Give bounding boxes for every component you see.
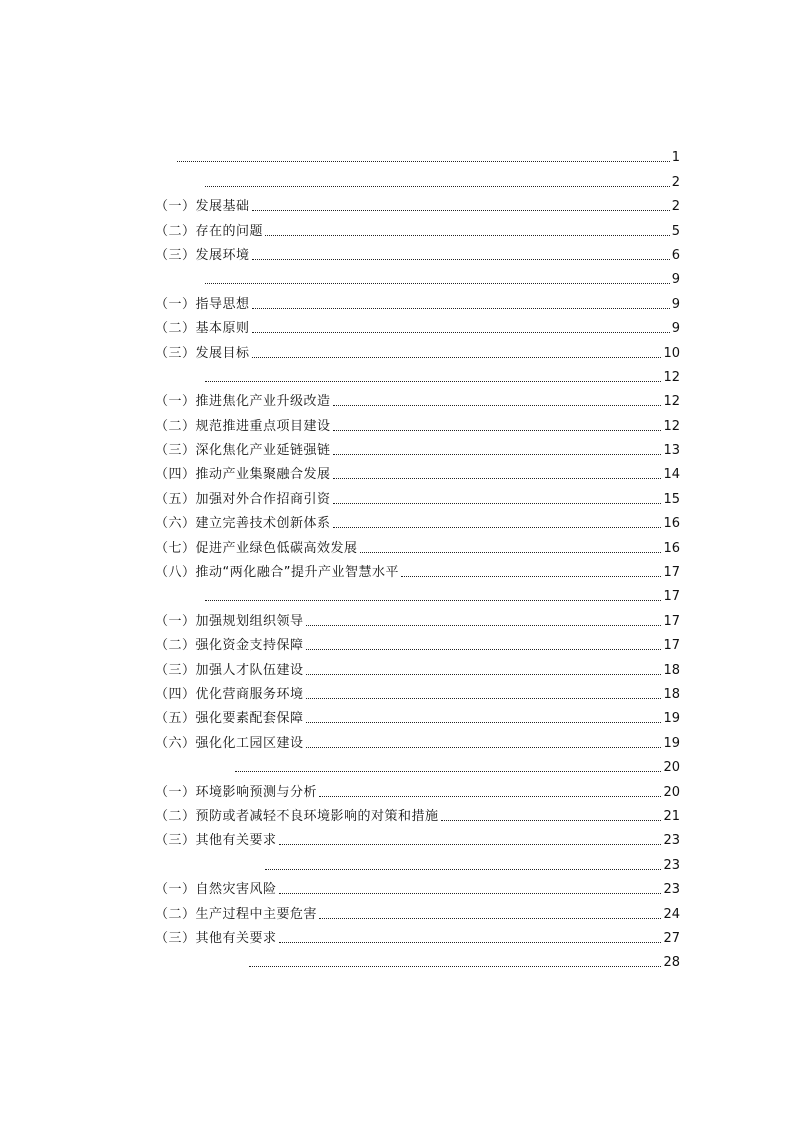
toc-page-number: 9	[671, 296, 680, 312]
toc-entry-title: （三）其他有关要求	[155, 833, 277, 849]
toc-dot-leader	[306, 674, 662, 675]
toc-dot-leader	[252, 210, 670, 211]
toc-dot-leader	[333, 454, 662, 455]
toc-chapter-entry[interactable]	[155, 142, 680, 166]
toc-entry[interactable]	[155, 483, 680, 507]
toc-entry[interactable]	[155, 410, 680, 434]
toc-entry-title: （六）强化化工园区建设	[155, 735, 304, 751]
toc-dot-leader	[333, 405, 662, 406]
toc-dot-leader	[177, 161, 670, 162]
toc-page-number: 16	[663, 540, 680, 556]
toc-entry[interactable]	[155, 215, 680, 239]
toc-entry[interactable]	[155, 288, 680, 312]
toc-page-number: 2	[671, 199, 680, 215]
table-of-contents	[155, 142, 680, 971]
toc-dot-leader	[441, 820, 662, 821]
toc-page-number: 23	[663, 857, 680, 873]
toc-page-number: 23	[663, 882, 680, 898]
toc-entry[interactable]	[155, 508, 680, 532]
toc-dot-leader	[265, 235, 670, 236]
toc-entry-title: （二）规范推进重点项目建设	[155, 418, 331, 434]
toc-entry[interactable]	[155, 605, 680, 629]
toc-entry[interactable]	[155, 898, 680, 922]
toc-dot-leader	[205, 186, 670, 187]
toc-page-number: 27	[663, 930, 680, 946]
toc-entry[interactable]	[155, 240, 680, 264]
toc-dot-leader	[333, 503, 662, 504]
toc-entry-title: （六）建立完善技术创新体系	[155, 516, 331, 532]
toc-entry[interactable]	[155, 679, 680, 703]
toc-entry-title: （一）环境影响预测与分析	[155, 784, 318, 800]
toc-dot-leader	[306, 722, 662, 723]
toc-entry[interactable]	[155, 337, 680, 361]
toc-page-number: 18	[663, 662, 680, 678]
toc-entry-title: （一）推进焦化产业升级改造	[155, 394, 331, 410]
toc-entry-title: （二）存在的问题	[155, 223, 264, 239]
toc-page-number: 19	[663, 711, 680, 727]
toc-entry[interactable]	[155, 654, 680, 678]
toc-entry[interactable]	[155, 825, 680, 849]
toc-page-number: 1	[671, 150, 680, 166]
toc-dot-leader	[279, 942, 662, 943]
toc-dot-leader	[252, 332, 670, 333]
toc-entry-title: （一）指导思想	[155, 296, 250, 312]
toc-dot-leader	[252, 357, 662, 358]
toc-entry[interactable]	[155, 532, 680, 556]
toc-dot-leader	[249, 966, 661, 967]
toc-dot-leader	[333, 430, 662, 431]
toc-page-number: 13	[663, 443, 680, 459]
toc-dot-leader	[205, 283, 670, 284]
toc-page-number: 14	[663, 467, 680, 483]
toc-chapter-entry[interactable]	[155, 752, 680, 776]
toc-page-number: 23	[663, 833, 680, 849]
toc-entry-title: （五）加强对外合作招商引资	[155, 491, 331, 507]
toc-dot-leader	[279, 893, 662, 894]
toc-page-number: 15	[663, 491, 680, 507]
toc-dot-leader	[205, 381, 661, 382]
toc-dot-leader	[265, 869, 661, 870]
toc-page-number: 9	[671, 272, 680, 288]
toc-entry[interactable]	[155, 435, 680, 459]
toc-entry-title: （八）推动“两化融合”提升产业智慧水平	[155, 565, 399, 581]
toc-page-number: 9	[671, 321, 680, 337]
toc-entry-title: （三）其他有关要求	[155, 930, 277, 946]
toc-entry-title: （二）生产过程中主要危害	[155, 906, 318, 922]
toc-page-number: 17	[663, 565, 680, 581]
toc-dot-leader	[252, 308, 670, 309]
toc-entry-title: （三）深化焦化产业延链强链	[155, 443, 331, 459]
toc-page-number: 24	[663, 906, 680, 922]
toc-entry-title: （一）自然灾害风险	[155, 882, 277, 898]
toc-entry[interactable]	[155, 801, 680, 825]
toc-entry-title: （三）发展目标	[155, 345, 250, 361]
toc-dot-leader	[252, 259, 670, 260]
toc-page-number: 2	[671, 174, 680, 190]
toc-page-number: 20	[663, 784, 680, 800]
toc-entry[interactable]	[155, 776, 680, 800]
toc-page-number: 6	[671, 247, 680, 263]
toc-entry-title: （三）发展环境	[155, 247, 250, 263]
toc-entry-title: （三）加强人才队伍建设	[155, 662, 304, 678]
toc-entry-title: （二）预防或者减轻不良环境影响的对策和措施	[155, 808, 439, 824]
toc-dot-leader	[306, 625, 662, 626]
toc-chapter-entry[interactable]	[155, 264, 680, 288]
toc-entry-title: （四）优化营商服务环境	[155, 686, 304, 702]
toc-dot-leader	[205, 600, 661, 601]
toc-entry[interactable]	[155, 313, 680, 337]
toc-entry-title: （一）发展基础	[155, 199, 250, 215]
toc-entry[interactable]	[155, 727, 680, 751]
toc-entry-title: （二）基本原则	[155, 321, 250, 337]
toc-chapter-entry[interactable]	[155, 849, 680, 873]
toc-page-number: 17	[663, 638, 680, 654]
toc-dot-leader	[306, 649, 662, 650]
toc-page-number: 5	[671, 223, 680, 239]
toc-entry[interactable]	[155, 557, 680, 581]
toc-entry-title: （七）促进产业绿色低碳高效发展	[155, 540, 358, 556]
toc-chapter-entry[interactable]	[155, 947, 680, 971]
toc-entry[interactable]	[155, 386, 680, 410]
toc-chapter-entry[interactable]	[155, 166, 680, 190]
toc-entry[interactable]	[155, 459, 680, 483]
toc-entry[interactable]	[155, 703, 680, 727]
toc-page-number: 10	[663, 345, 680, 361]
toc-page-number: 12	[663, 418, 680, 434]
toc-chapter-entry[interactable]	[155, 362, 680, 386]
toc-dot-leader	[360, 552, 662, 553]
toc-page-number: 21	[663, 808, 680, 824]
toc-entry-title: （二）强化资金支持保障	[155, 638, 304, 654]
toc-page-number: 19	[663, 735, 680, 751]
toc-page-number: 28	[663, 955, 680, 971]
toc-dot-leader	[235, 771, 661, 772]
toc-dot-leader	[306, 747, 662, 748]
toc-entry-title: （四）推动产业集聚融合发展	[155, 467, 331, 483]
toc-entry[interactable]	[155, 874, 680, 898]
toc-chapter-entry[interactable]	[155, 581, 680, 605]
toc-entry[interactable]	[155, 923, 680, 947]
toc-dot-leader	[333, 527, 662, 528]
toc-dot-leader	[306, 698, 662, 699]
toc-page-number: 17	[663, 613, 680, 629]
toc-page-number: 16	[663, 516, 680, 532]
toc-dot-leader	[319, 796, 661, 797]
toc-page-number: 12	[663, 394, 680, 410]
toc-entry[interactable]	[155, 191, 680, 215]
toc-dot-leader	[319, 918, 661, 919]
toc-page-number: 18	[663, 686, 680, 702]
toc-page-number: 17	[663, 589, 680, 605]
toc-entry-title: （一）加强规划组织领导	[155, 613, 304, 629]
toc-entry[interactable]	[155, 630, 680, 654]
toc-dot-leader	[279, 844, 662, 845]
toc-dot-leader	[401, 576, 661, 577]
toc-dot-leader	[333, 478, 662, 479]
toc-page-number: 12	[663, 369, 680, 385]
toc-entry-title: （五）强化要素配套保障	[155, 711, 304, 727]
toc-page-number: 20	[663, 760, 680, 776]
